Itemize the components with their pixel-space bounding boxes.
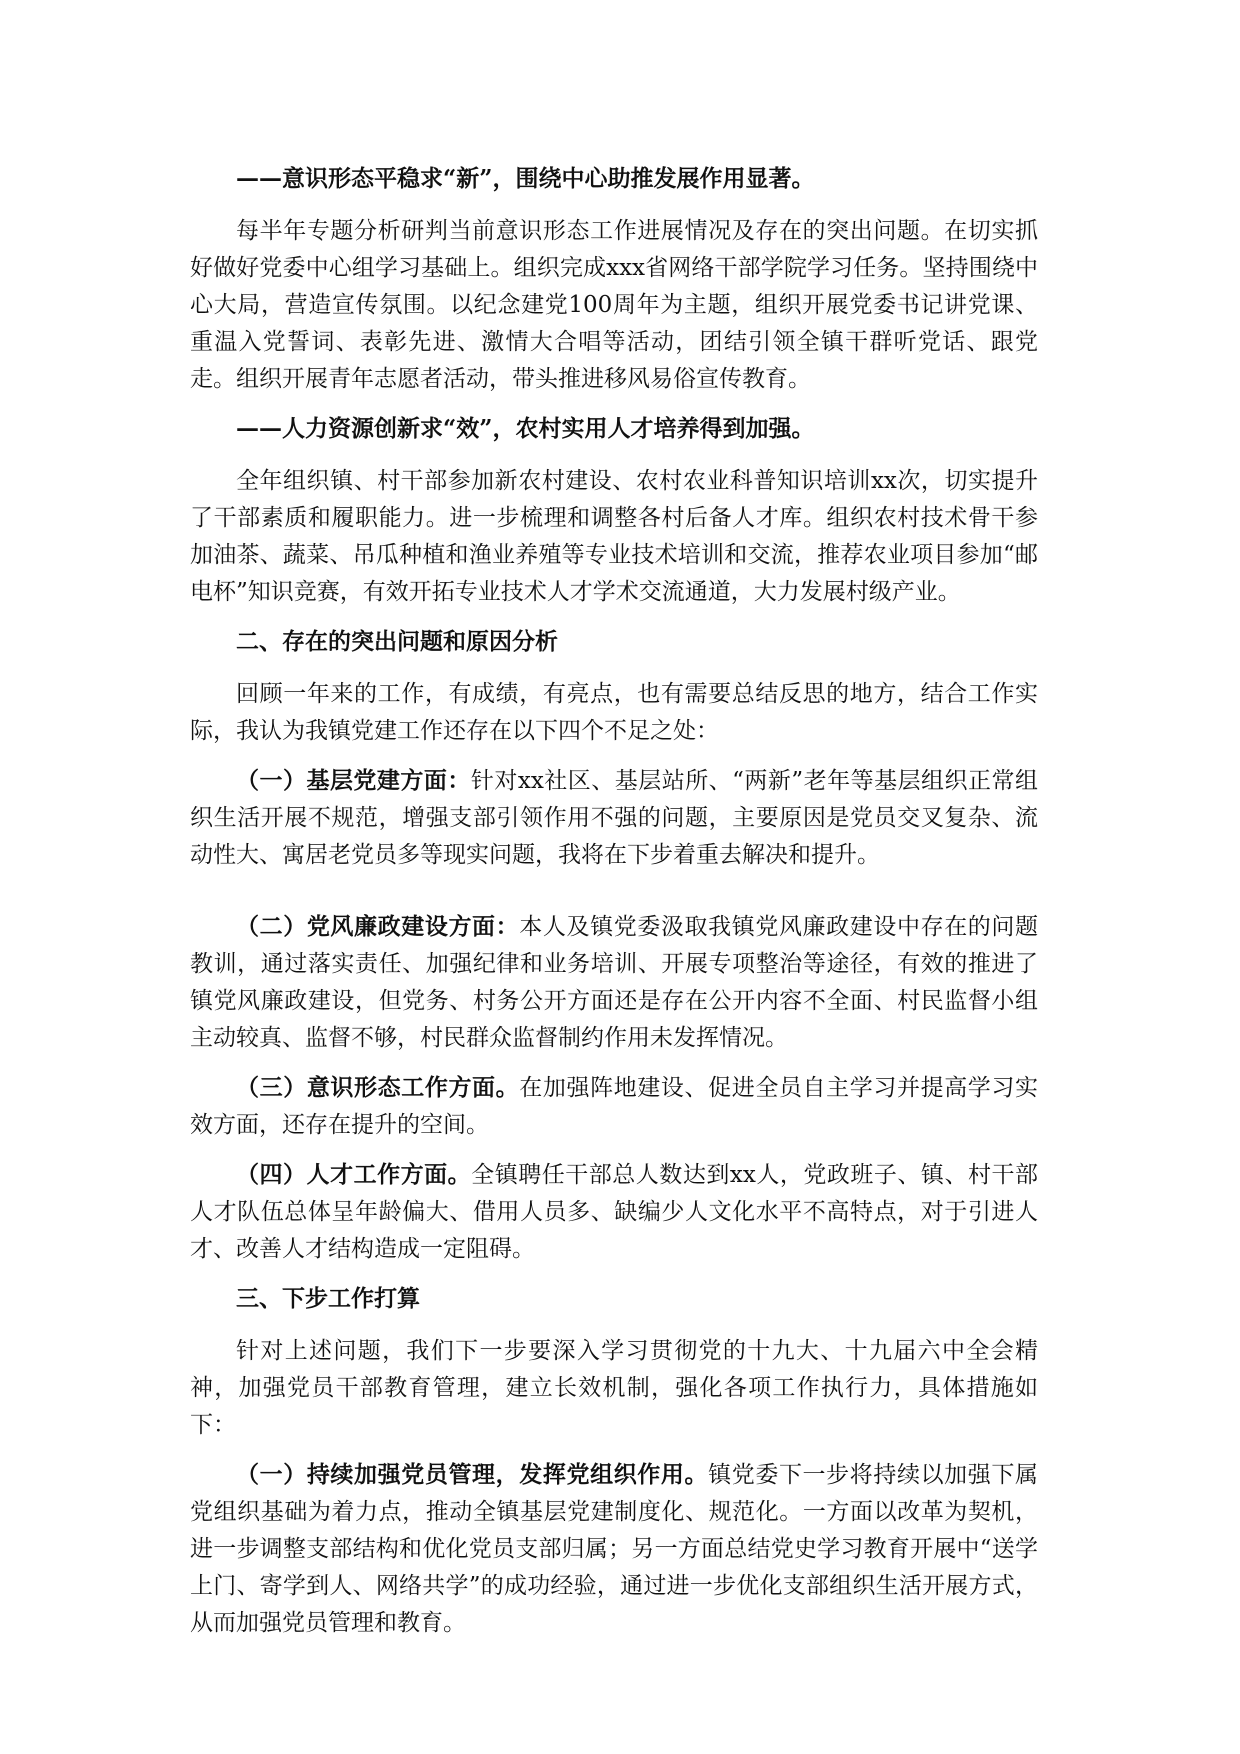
paragraph-lead: （一）基层党建方面： (236, 767, 471, 794)
paragraph-problem-ideology (190, 1069, 1038, 1144)
paragraph-lead: （一）持续加强党员管理，发挥党组织作用。 (236, 1461, 709, 1488)
paragraph-lead: （二）党风廉政建设方面： (236, 913, 520, 940)
section-heading-ideology: ——意识形态平稳求“新”，围绕中心助推发展作用显著。 (236, 165, 815, 192)
paragraph-problem-grassroots (190, 762, 1038, 874)
paragraph-problem-talent (190, 1156, 1038, 1268)
paragraph-problems-intro: 回顾一年来的工作，有成绩，有亮点，也有需要总结反思的地方，结合工作实际，我认为我镇党建工作还存在以下四个不足之处： (190, 681, 1038, 744)
paragraph-next-steps-intro: 针对上述问题，我们下一步要深入学习贯彻党的十九大、十九届六中全会精神，加强党员干部教育管理，建立长效机制，强化各项工作执行力，具体措施如下： (190, 1338, 1038, 1438)
paragraph-human-resources: 全年组织镇、村干部参加新农村建设、农村农业科普知识培训xx次，切实提升了干部素质和履职能力。进一步梳理和调整各村后备人才库。组织农村技术骨干参加油茶、蔬菜、吊瓜种植和渔业养殖等专业技术培训和交流，推荐农业项目参加“邮电杯”知识竞赛，有效开拓专业技术人才学术交流通道，大力发展村级产业。 (190, 468, 1038, 605)
paragraph-measure-party-members (190, 1456, 1038, 1642)
paragraph-text: 针对xx社区、基层站所、“两新”老年等基层组织正常组织生活开展不规范，增强支部引领作用不强的问题，主要原因是党员交叉复杂、流动性大、寓居老党员多等现实问题，我将在下步着重去解决和提升。 (190, 768, 1039, 868)
paragraph-text: 本人及镇党委汲取我镇党风廉政建设中存在的问题教训，通过落实责任、加强纪律和业务培训、开展专项整治等途径，有效的推进了镇党风廉政建设，但党务、村务公开方面还是存在公开内容不全面、村民监督小组主动较真、监督不够，村民群众监督制约作用未发挥情况。 (190, 914, 1039, 1051)
paragraph-text: 全镇聘任干部总人数达到xx人，党政班子、镇、村干部人才队伍总体呈年龄偏大、借用人员多、缺编少人文化水平不高特点，对于引进人才、改善人才结构造成一定阻碍。 (190, 1162, 1038, 1262)
document-body (190, 160, 1038, 1654)
paragraph-problem-integrity (190, 908, 1038, 1057)
paragraph-text: 镇党委下一步将持续以加强下属党组织基础为着力点，推动全镇基层党建制度化、规范化。一方面以改革为契机，进一步调整支部结构和优化党员支部归属；另一方面总结党史学习教育开展中“送学上门、寄学到人、网络共学”的成功经验，通过进一步优化支部组织生活开展方式，从而加强党员管理和教育。 (190, 1462, 1039, 1636)
paragraph-ideology: 每半年专题分析研判当前意识形态工作进展情况及存在的突出问题。在切实抓好做好党委中心组学习基础上。组织完成xxx省网络干部学院学习任务。坚持围绕中心大局，营造宣传氛围。以纪念建党100周年为主题，组织开展党委书记讲党课、重温入党誓词、表彰先进、激情大合唱等活动，团结引领全镇干群听党话、跟党走。组织开展青年志愿者活动，带头推进移风易俗宣传教育。 (190, 218, 1038, 392)
section-heading-human-resources: ——人力资源创新求“效”，农村实用人才培养得到加强。 (236, 415, 815, 442)
paragraph-lead: （三）意识形态工作方面。 (236, 1074, 520, 1101)
paragraph-text: 在加强阵地建设、促进全员自主学习并提高学习实效方面，还存在提升的空间。 (190, 1075, 1039, 1138)
section-heading-next-steps: 三、下步工作打算 (236, 1285, 420, 1312)
section-heading-problems: 二、存在的突出问题和原因分析 (236, 628, 558, 655)
paragraph-lead: （四）人才工作方面。 (236, 1161, 472, 1188)
